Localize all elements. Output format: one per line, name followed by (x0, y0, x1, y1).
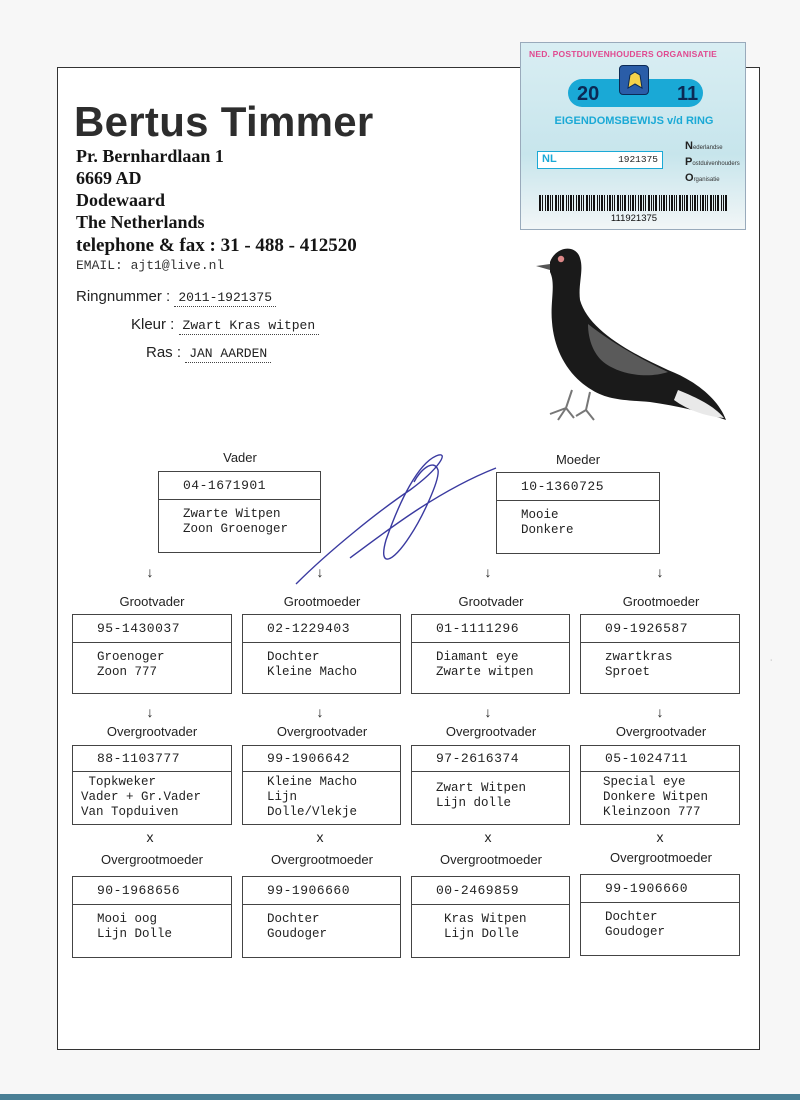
great-grandfather-4-box (580, 745, 740, 825)
org-letter-n: N (685, 140, 693, 152)
great-grandmother-2-desc: Dochter Goudoger (267, 912, 328, 941)
ring-label: Ringnummer : (76, 288, 171, 305)
mother-label: Moeder (555, 452, 601, 467)
breed-label: Ras : (146, 344, 182, 361)
sticker-ring-number: 1921375 (618, 154, 658, 165)
sticker-year-left: 20 (577, 83, 600, 105)
great-grandmother-2-ring: 99-1906660 (243, 877, 400, 905)
owner-phone: telephone & fax : 31 - 488 - 412520 (76, 235, 357, 256)
great-grandfather-2-label: Overgrootvader (276, 724, 368, 739)
great-grandfather-3-ring: 97-2616374 (412, 746, 569, 772)
great-grandfather-1-box (72, 745, 232, 825)
great-grandfather-3-desc: Zwart Witpen Lijn dolle (436, 781, 527, 810)
owner-postcode: 6669 AD (76, 168, 142, 188)
father-desc: Zwarte Witpen Zoon Groenoger (183, 507, 289, 536)
owner-city: Dodewaard (76, 190, 165, 210)
sticker-org: NED. POSTDUIVENHOUDERS ORGANISATIE (529, 49, 717, 59)
scan-speck: ˙ (770, 659, 774, 670)
org-letter-o: O (685, 172, 694, 184)
owner-address: Pr. Bernhardlaan 1 (76, 146, 224, 166)
scan-edge (0, 1094, 800, 1100)
mother-desc: Mooie Donkere (521, 508, 574, 537)
great-grandmother-3-desc: Kras Witpen Lijn Dolle (444, 912, 527, 941)
great-grandmother-1-box (72, 876, 232, 958)
barcode-number: 111921375 (610, 213, 658, 224)
sticker-title: EIGENDOMSBEWIJS v/d RING (554, 115, 714, 127)
ring-value: 2011-1921375 (174, 290, 276, 307)
arrow-down-icon: ↓ (316, 564, 324, 580)
org-word-p: ostduivenhouders (692, 161, 740, 167)
grandparent-3-ring: 01-1111296 (412, 615, 569, 643)
grandparent-3-label: Grootvader (458, 594, 524, 609)
great-grandfather-2-ring: 99-1906642 (243, 746, 400, 772)
cross-symbol: x (146, 829, 154, 845)
grandparent-4-desc: zwartkras Sproet (605, 650, 673, 679)
great-grandmother-2-label: Overgrootmoeder (271, 852, 373, 867)
color-field (131, 316, 319, 333)
org-word-o: rganisatie (693, 177, 720, 183)
great-grandmother-4-box (580, 874, 740, 956)
owner-email: EMAIL: ajt1@live.nl (76, 258, 225, 273)
breed-value: JAN AARDEN (185, 346, 271, 363)
arrow-down-icon: ↓ (484, 564, 492, 580)
org-word-n: ederlandse (692, 145, 723, 151)
grandparent-1-box (72, 614, 232, 694)
barcode-icon (539, 195, 729, 211)
grandparent-1-desc: Groenoger Zoon 777 (97, 650, 165, 679)
great-grandmother-4-desc: Dochter Goudoger (605, 910, 666, 939)
sticker-year-right: 11 (677, 83, 699, 105)
breed-field (146, 344, 271, 361)
great-grandfather-2-box (242, 745, 401, 825)
ring-field (76, 288, 276, 305)
great-grandfather-1-label: Overgrootvader (106, 724, 198, 739)
color-value: Zwart Kras witpen (179, 318, 320, 335)
great-grandmother-3-box (411, 876, 570, 958)
father-label: Vader (223, 450, 257, 465)
grandparent-2-ring: 02-1229403 (243, 615, 400, 643)
cross-symbol: x (316, 829, 324, 845)
pigeon-icon (528, 240, 728, 432)
grandparent-2-label: Grootmoeder (283, 594, 361, 609)
owner-name: Bertus Timmer (74, 98, 374, 145)
great-grandmother-1-ring: 90-1968656 (73, 877, 231, 905)
sticker-ring-box (537, 151, 663, 169)
arrow-down-icon: ↓ (656, 704, 664, 720)
great-grandmother-3-label: Overgrootmoeder (440, 852, 542, 867)
father-box (158, 471, 321, 553)
arrow-down-icon: ↓ (484, 704, 492, 720)
arrow-down-icon: ↓ (146, 704, 154, 720)
great-grandmother-4-ring: 99-1906660 (581, 875, 739, 903)
sticker-country: NL (542, 153, 557, 165)
great-grandfather-1-ring: 88-1103777 (73, 746, 231, 772)
grandparent-1-label: Grootvader (119, 594, 185, 609)
cross-symbol: x (656, 829, 664, 845)
cross-symbol: x (484, 829, 492, 845)
color-label: Kleur : (131, 316, 175, 333)
grandparent-2-desc: Dochter Kleine Macho (267, 650, 358, 679)
great-grandfather-4-label: Overgrootvader (615, 724, 707, 739)
mother-ring: 10-1360725 (497, 473, 659, 501)
great-grandfather-1-desc: Topkweker Vader + Gr.Vader Van Topduiven (81, 775, 202, 819)
grandparent-4-ring: 09-1926587 (581, 615, 739, 643)
great-grandfather-3-label: Overgrootvader (445, 724, 537, 739)
great-grandmother-4-label: Overgrootmoeder (610, 850, 712, 865)
grandparent-2-box (242, 614, 401, 694)
grandparent-1-ring: 95-1430037 (73, 615, 231, 643)
great-grandmother-1-desc: Mooi oog Lijn Dolle (97, 912, 173, 941)
grandparent-3-box (411, 614, 570, 694)
owner-country: The Netherlands (76, 212, 205, 232)
org-letter-p: P (685, 156, 693, 168)
great-grandfather-3-box (411, 745, 570, 825)
grandparent-4-box (580, 614, 740, 694)
sticker-org-letters (685, 139, 740, 187)
great-grandmother-1-label: Overgrootmoeder (101, 852, 203, 867)
arrow-down-icon: ↓ (316, 704, 324, 720)
crest-icon (619, 65, 649, 95)
grandparent-4-label: Grootmoeder (622, 594, 700, 609)
arrow-down-icon: ↓ (146, 564, 154, 580)
mother-box (496, 472, 660, 554)
great-grandfather-4-desc: Special eye Donkere Witpen Kleinzoon 777 (603, 775, 709, 819)
arrow-down-icon: ↓ (656, 564, 664, 580)
father-ring: 04-1671901 (159, 472, 320, 500)
great-grandmother-3-ring: 00-2469859 (412, 877, 569, 905)
great-grandmother-2-box (242, 876, 401, 958)
ownership-sticker (520, 42, 746, 230)
great-grandfather-2-desc: Kleine Macho Lijn Dolle/Vlekje (267, 775, 358, 819)
grandparent-3-desc: Diamant eye Zwarte witpen (436, 650, 534, 679)
great-grandfather-4-ring: 05-1024711 (581, 746, 739, 772)
